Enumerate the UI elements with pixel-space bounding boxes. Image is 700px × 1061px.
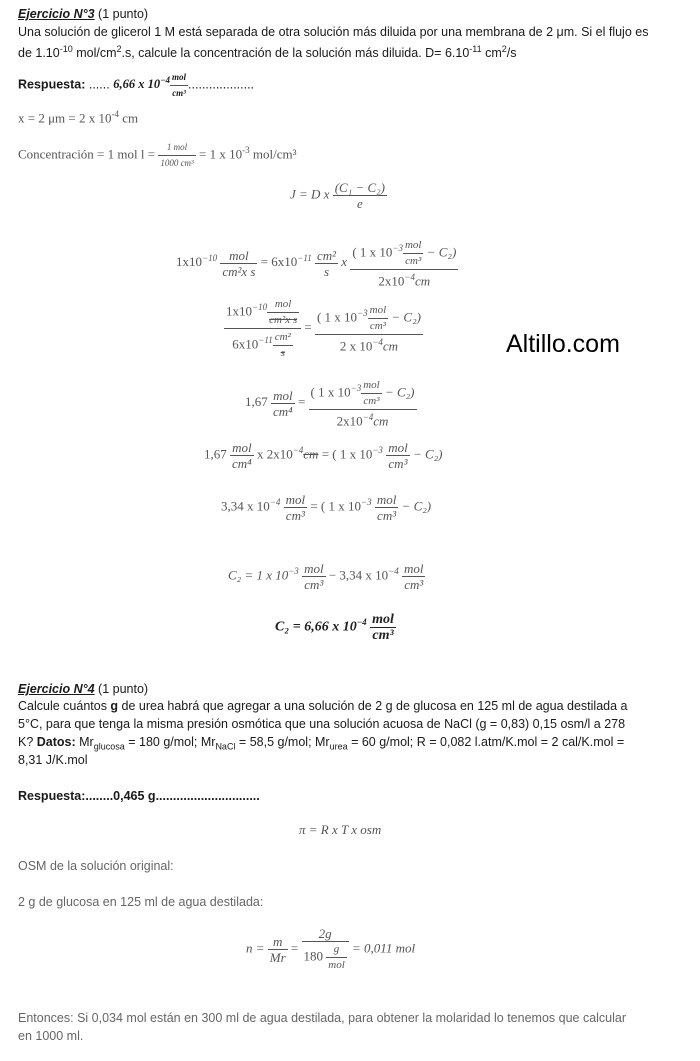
ex4-heading [18,681,148,698]
eq-part: = ( 1 x 10 [310,498,361,514]
frac-den: e [333,195,387,211]
ex4-points: (1 punto) [94,682,149,696]
x-text: x = 2 μm = 2 x 10 [18,110,112,126]
frac-num: mol [403,561,424,576]
ex4-sub: NaCl [215,741,236,752]
eq-frac [284,492,308,523]
conc-text: Concentración = 1 mol l = [18,146,159,162]
eq-exp: −3 [372,445,383,456]
eq-part: 2x10 [336,413,363,429]
eq-frac [224,296,301,361]
eq-exp: −10 [252,302,268,312]
ex4-statement-line4: 8,31 J/K.mol [18,753,88,767]
eq-part: cm [303,446,319,462]
frac-den: cm⁴ [273,403,293,419]
eq-part: C₂ = 1 x 10 [228,567,289,583]
frac-num: mol [274,297,292,310]
ex4-text: = 60 g/mol; R = 0,082 l.atm/K.mol = 2 cal/K.mol = [347,735,625,749]
eq-part: 2x10 [378,273,405,289]
frac-num: 1 mol [166,142,188,152]
frac-den: cm³ [370,627,396,643]
eq-part: − C₂) [388,309,421,325]
frac-num: cm² [274,330,291,343]
frac-num: m [273,934,283,949]
eq-exp: −10 [202,252,218,263]
answer-unit [170,70,188,101]
frac-num: (C₁ − C₂) [334,180,386,195]
ex4-statement-line1 [18,698,627,715]
ex4-answer [18,788,260,805]
eq-exp: −4 [292,445,304,456]
ex4-bold: Datos: [36,735,76,749]
ex4-text: Mr [75,735,94,749]
ex4-answer-label: Respuesta: [18,789,86,803]
answer-dots: ................... [188,77,255,92]
frac-num: 2g [318,926,332,941]
frac-num: mol [304,561,324,576]
eq-part: x [341,254,348,270]
frac-den: cm³ [375,507,399,523]
ex3-statement-line1: Una solución de glicerol 1 M está separada de otra solución más diluida por una membrana de 2 μm. Si el flujo es [18,25,649,39]
frac-den: cm³ [361,393,382,409]
eq-frac [403,238,424,269]
conc-unit: mol/cm³ [249,146,297,162]
frac-den: Mr [269,950,286,965]
ex3-s-part: de 1.10 [18,46,60,61]
ex3-s-part: .s, calcule la concentración de la solución más diluida. D= 6.10 [121,46,470,61]
eq-part: cm [382,338,399,354]
eq-frac [333,180,387,211]
frac-den: cm³ [402,576,426,592]
eq-frac [271,388,295,419]
eq-exp: −11 [297,252,312,263]
frac-den: cm³ [170,85,188,101]
eq-part: 2 x 10 [339,338,373,354]
eq-step6 [221,492,431,523]
frac-den: cm³ [386,455,410,471]
answer-value: 6,66 x 10 [113,77,161,92]
eq-step4 [245,378,417,428]
ex4-statement-line3 [18,734,624,756]
frac-den: s [315,263,338,279]
eq-frac [370,612,396,643]
eq-exp: −4 [404,272,415,282]
ex4-text: K? [18,735,37,749]
eq-frac [302,926,349,973]
eq-part: n = [246,940,268,956]
ex3-s-part: /s [506,46,517,61]
ex4-sub: glucosa [93,741,125,752]
ex3-s-exp: -10 [59,44,73,54]
eq-part: − C₂) [401,498,432,514]
eq-frac [350,238,458,288]
ex3-conc-line [18,140,296,171]
conc-frac [158,140,195,171]
eq-part: 1x10 [176,254,202,270]
eq-frac [386,440,410,471]
eq-part: = ( 1 x 10 [321,446,373,462]
ex4-statement-line2: 5°C, para que tenga la misma presión osmótica que una solución acuosa de NaCl (g = 0,83) 0,15 osm/l a 278 [18,717,626,731]
eq-part: 1,67 [245,394,271,410]
eq-exp: −3 [288,566,299,577]
frac-den: cm³ [403,253,424,269]
eq-part: = 6x10 [260,254,298,270]
ex3-s-part: cm [481,46,502,61]
eq-part: = [304,319,315,335]
frac-num: mol [232,440,252,455]
answer-exp: −4 [160,75,171,86]
eq-exp: −4 [388,566,399,577]
eq-result [275,612,396,643]
frac-num: mol [388,440,408,455]
ex4-text: de urea habrá que agregar a una solución de 2 g de glucosa en 125 ml de agua destilada a [118,699,628,713]
frac-num: mol [172,72,187,82]
eq-frac [302,561,326,592]
eq-part: J = D x [290,186,330,202]
eq-part: = [290,940,302,956]
ex3-s-part: mol/cm [72,46,117,61]
frac-den: cm³ [302,576,326,592]
ex4-glucose-line: 2 g de glucosa en 125 ml de agua destilada: [18,895,264,909]
frac-den: mol [328,959,345,971]
eq-part: − C₂) [423,244,457,260]
eq-step7 [228,561,425,592]
eq-part: − 3,34 x 10 [328,567,389,583]
eq-frac [375,492,399,523]
watermark-text: Altillo.com [506,330,620,358]
eq-part: = [297,394,309,410]
ex3-answer-label: Respuesta: [18,77,86,92]
eq-frac [361,378,382,409]
eq-frac [309,378,417,428]
frac-den: s [273,345,293,361]
eq-frac [368,303,389,334]
frac-num: mol [285,492,306,507]
eq-exp: −4 [356,617,367,628]
frac-num: g [333,943,340,955]
eq-moles [246,926,415,973]
eq-frac [268,934,288,965]
answer-dots: ...... [85,77,114,92]
eq-rearranged [224,296,423,361]
eq-exp: −3 [361,497,372,508]
x-unit: cm [119,110,139,126]
frac-den: cm⁴ [232,456,252,471]
frac-den: cm³ [284,507,308,523]
frac-den: cm²x s [269,313,298,326]
ex3-s-exp: 2 [501,44,507,54]
eq-frac [315,303,423,353]
ex3-statement-line2 [18,41,517,62]
eq-osmotic: π = R x T x osm [299,822,382,837]
frac-num: mol [376,492,397,507]
ex3-x-line [18,106,138,126]
eq-part: ( 1 x 10 [310,384,351,400]
frac-num: cm² [316,247,337,263]
eq-frac [220,248,257,279]
ex3-answer-value [113,72,188,98]
frac-den: cm³ [368,318,389,334]
eq-part: − C₂) [412,446,443,462]
frac-num: mol [229,247,249,263]
eq-step5 [204,440,442,471]
ex4-final-line1: Entonces: Si 0,034 mol están en 300 ml de agua destilada, para obtener la molaridad lo tenemos que calcular [18,1011,627,1025]
eq-part: C₂ = 6,66 x 10 [275,619,357,635]
eq-frac [315,248,338,279]
eq-part: 6x10 [232,336,259,352]
x-exp: -4 [111,109,119,119]
frac-num: mol [404,239,422,251]
eq-part: 1x10 [226,303,252,319]
ex4-title: Ejercicio N°4 [18,682,95,696]
frac-num: mol [369,304,387,317]
eq-exp: −4 [372,337,383,348]
eq-frac [267,297,299,328]
eq-exp: −4 [269,497,281,508]
ex3-s-exp: -11 [469,44,482,54]
frac-num: mol [372,612,394,627]
ex4-text: = 180 g/mol; Mr [124,735,216,749]
ex4-bold: g [110,699,119,713]
eq-exp: −3 [357,308,368,319]
eq-part: cm [373,413,389,429]
eq-frac [326,942,347,973]
ex3-points: (1 punto) [94,7,149,21]
eq-exp: −3 [392,243,403,254]
eq-part: 1,67 [204,446,230,462]
ex4-text: Calcule cuántos [18,699,111,713]
eq-part: − C₂) [381,384,415,400]
ex3-heading [18,6,148,23]
eq-flux [290,180,387,211]
frac-den: cm²x s [222,263,256,279]
eq-part: ( 1 x 10 [316,309,358,325]
ex4-answer-value: ........0,465 g.............................. [85,789,260,803]
eq-part: 3,34 x 10 [221,498,270,514]
eq-part: cm [415,273,431,289]
eq-exp: −11 [258,334,273,345]
eq-frac [230,440,254,471]
eq-exp: −4 [362,412,374,422]
ex3-s-exp: 2 [116,44,122,54]
ex4-sub: urea [329,741,348,752]
eq-substitution [176,238,458,288]
ex4-text: = 58,5 g/mol; Mr [235,735,330,749]
eq-exp: −3 [350,383,362,394]
frac-num: mol [273,387,293,403]
eq-frac [402,561,426,592]
frac-num: mol [363,379,380,391]
ex3-answer [18,70,254,101]
eq-part: ( 1 x 10 [352,244,393,260]
eq-part: 180 [303,948,327,964]
ex4-osm-line: OSM de la solución original: [18,859,174,873]
eq-part: x 2x10 [256,446,293,462]
frac-den: 1000 cm³ [158,155,195,171]
ex4-final-line2: en 1000 ml. [18,1029,84,1043]
conc-exp: -3 [242,145,250,156]
eq-frac [273,330,293,361]
ex3-title: Ejercicio N°3 [18,7,95,21]
conc-text: = 1 x 10 [195,146,243,162]
eq-part: = 0,011 mol [352,940,416,956]
